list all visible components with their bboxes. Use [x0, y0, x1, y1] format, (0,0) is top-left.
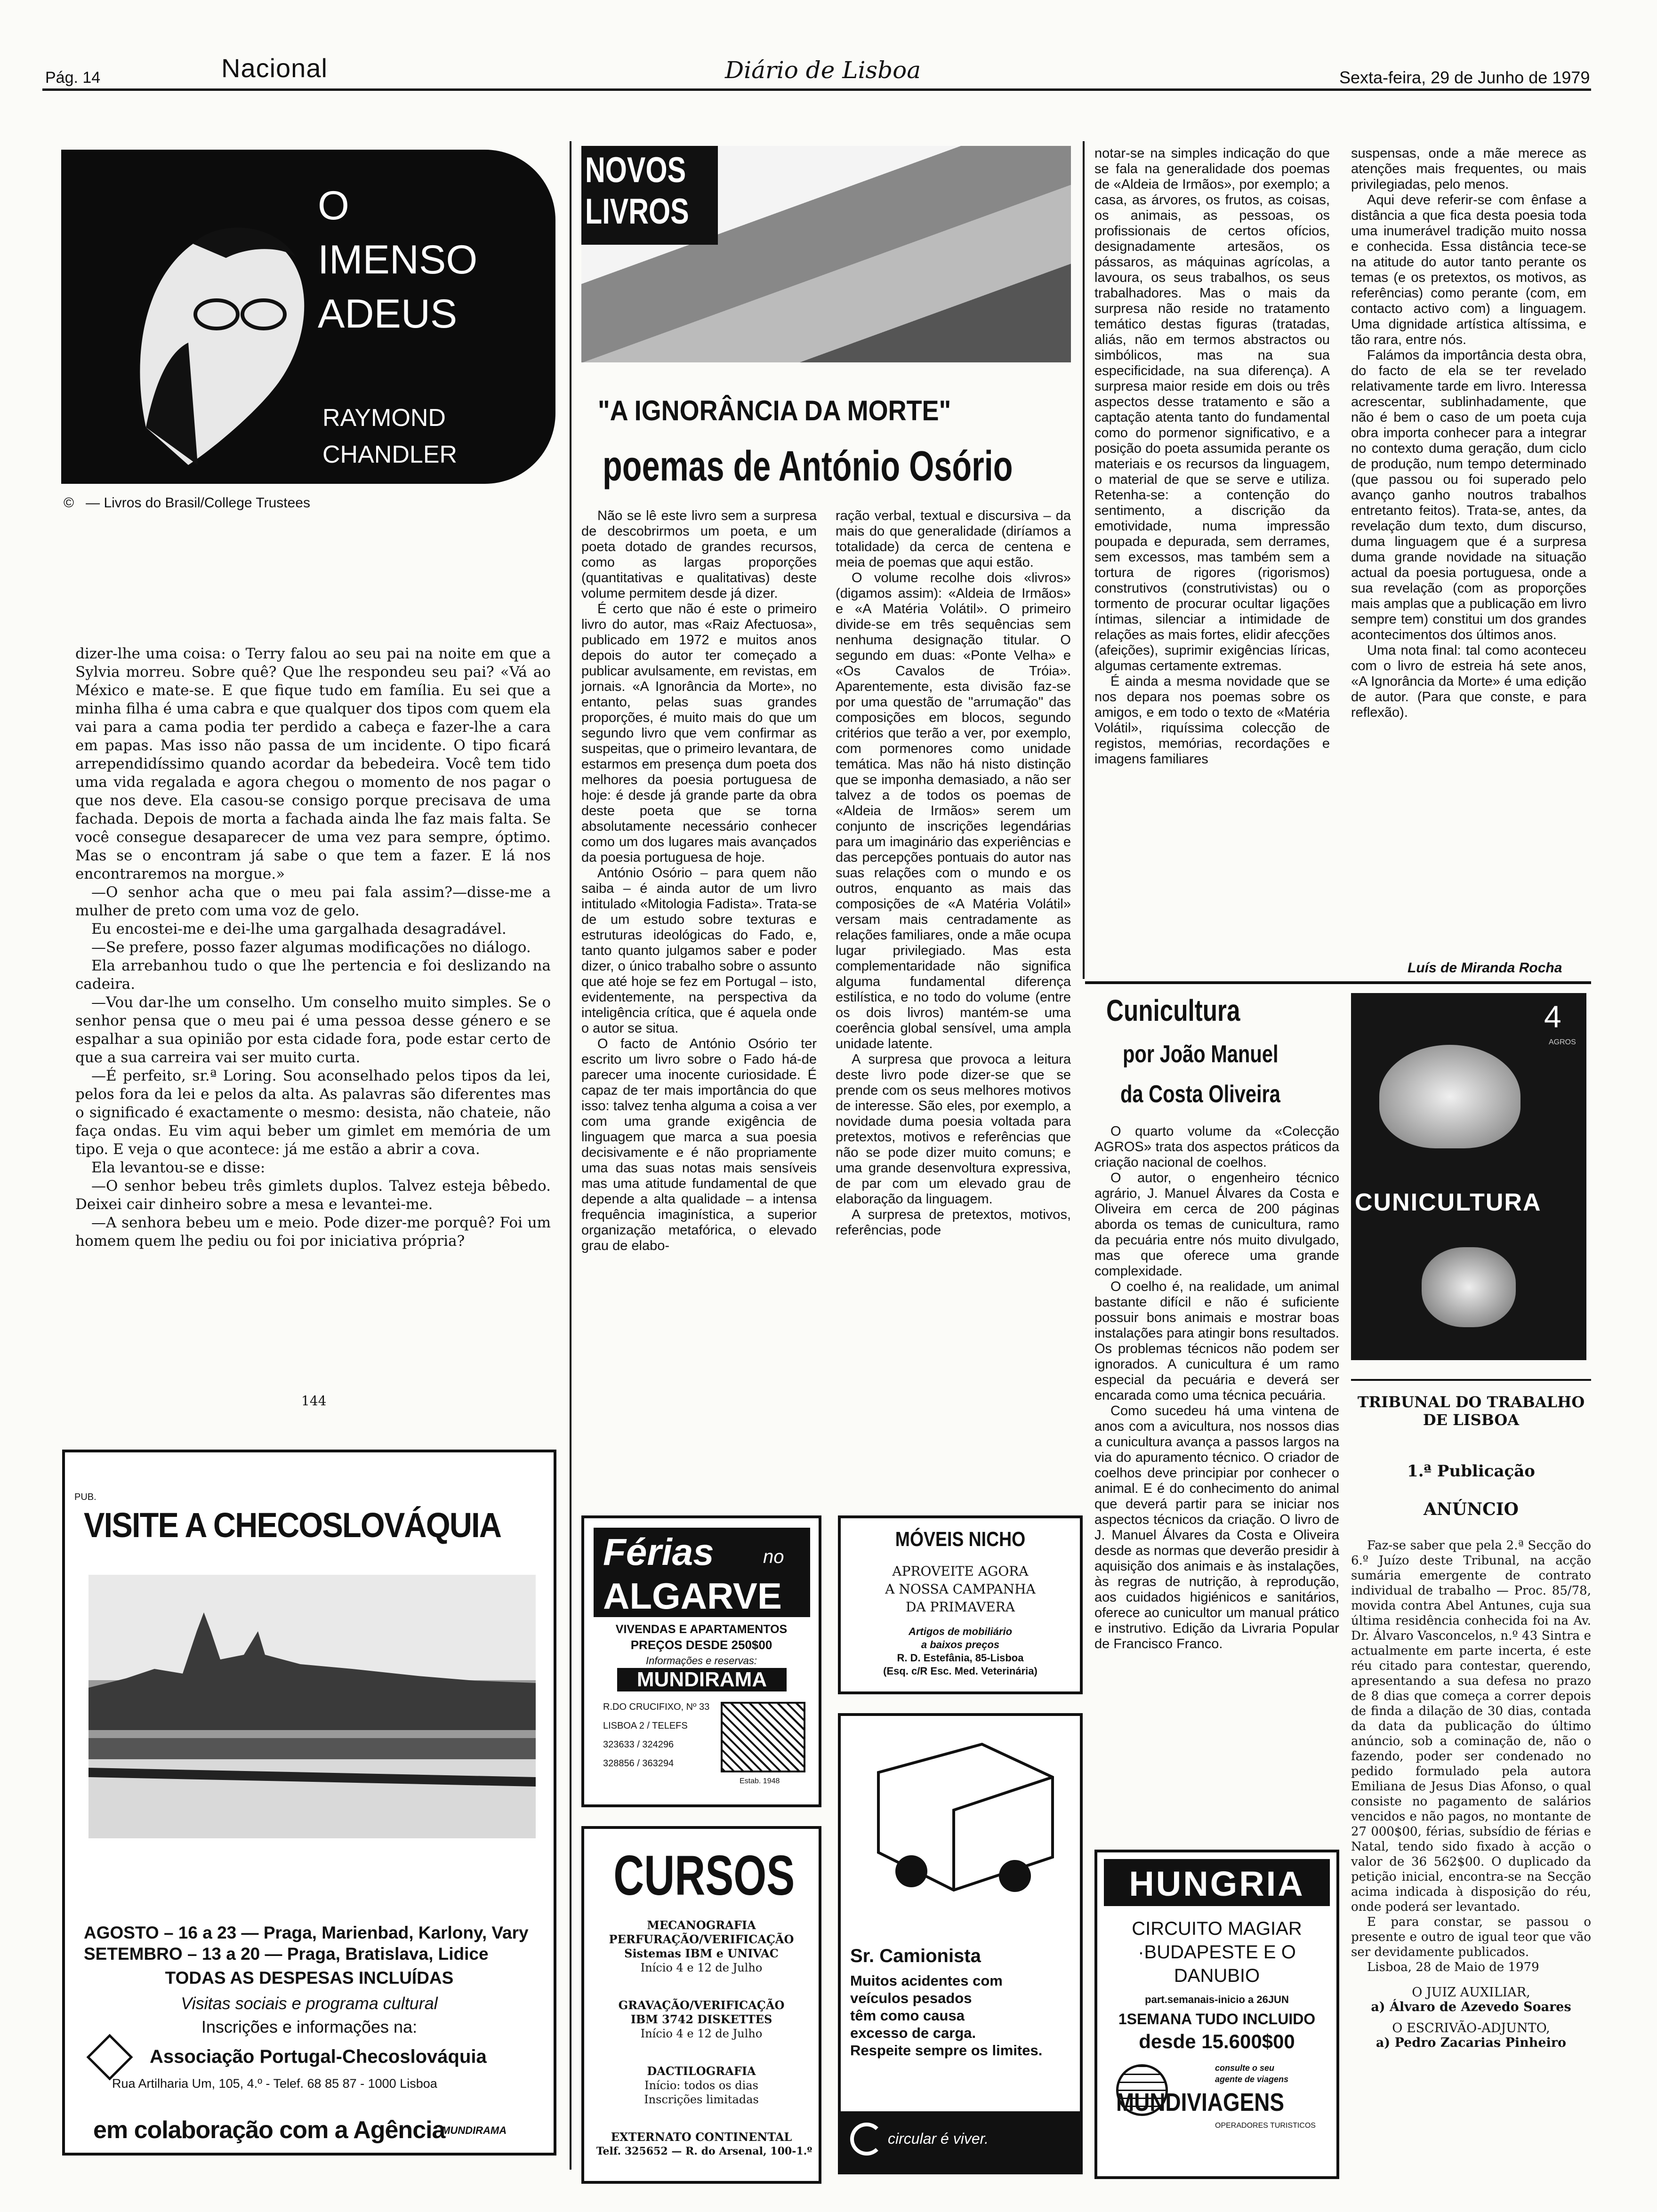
excerpt-paragraph: —É perfeito, sr.ª Loring. Sou aconselhado pelos tipos da lei, pelos fora da lei e pelos da alta. As palavras são diferentes mas o significado é exactamente o mesmo: desista, não chateie, não faça ondas. Eu vim aqui beber um gimlet em memória de um tipo. E veja o que acontece: já me estão a abrir a cova. [75, 1067, 551, 1158]
cursos-line: Início 4 e 12 de Julho [640, 2027, 763, 2040]
review-column-1 [581, 508, 817, 1254]
ferias-line-2: PREÇOS DESDE 250$00 [630, 1638, 772, 1652]
banner-author-line-1: RAYMOND [322, 404, 446, 432]
cursos-line: DACTILOGRAFIA [647, 2064, 756, 2078]
ferias-contact: 328856 / 363294 [603, 1758, 674, 1769]
cunicultura-paragraph: O autor, o engenheiro técnico agrário, J. Manuel Álvares da Costa e Oliveira em cerca de 200 páginas aborda os temas de cunicultura, ramo da pecuária entre nós muito divulgado, mas que oferece uma grande complexidade. [1094, 1170, 1339, 1279]
circular-banner [841, 2111, 1080, 2172]
circular-logo-icon [850, 2123, 883, 2156]
bridge-arches [88, 1768, 536, 1787]
moveis-small: Artigos de mobiliário [908, 1626, 1013, 1637]
review-paragraph: A surpresa que provoca a leitura deste livro pode dizer-se que se prende com os seus melhores motivos de interesse. São eles, por exemplo, a novidade duma poesia voltada para pretextos, motivos e referências que não se pode dizer muito comuns; e uma grande desenvoltura expressiva, de par com um elevado grau de elaboração da linguagem. [836, 1052, 1071, 1207]
banner-title-line-2: IMENSO [318, 237, 478, 282]
hungria-price: desde 15.600$00 [1139, 2030, 1295, 2052]
review-paragraph: notar-se na simples indicação do que se fala na generalidade dos poemas de «Aldeia de Irmãos», por exemplo; a casa, as árvores, os frutos, as coisas, os animais, as pessoas, os profissionais de certos ofícios, designadamente artesãos, os pássaros, as máquinas agrícolas, a lavoura, os seus trabalhos, os seus trabalhadores. Mas o mais da surpresa não reside no tratamento temático destas figuras (tratadas, aliás, não em termos abstractos ou simbólicos, mas na sua especificidade, na sua diferença). A surpresa maior reside em dois ou três aspectos desse tratamento e são a captação atenta tanto do fundamental como do pormenor significativo, e a posição do poeta assumida perante os materiais e os recursos da linguagem, o material de que se serve e utiliza. Retenha-se: a contenção do sentimento, a discrição da emotividade, numa impressão poupada e depurada, sem derrames, sem excessos, mas também sem a tortura de rigores (rigorismos) construtivos (construtivistas) ou o tormento de procurar ocultar ligações íntimas, silenciar a intimidade de relações as mais fortes, elidir afecções (afeições), suprimir exigências líricas, algumas certamente extremas. [1094, 146, 1330, 673]
copyright-credit: © — Livros do Brasil/College Trustees [64, 495, 310, 511]
ferias-algarve-ad [581, 1515, 821, 1807]
excerpt-paragraph: —Se prefere, posso fazer algumas modificações no diálogo. [91, 939, 531, 956]
banner-title-line-3: ADEUS [318, 291, 458, 337]
masthead: Diário de Lisboa [725, 56, 921, 84]
cunicultura-paragraph: Como sucedeu há uma vintena de anos com a avicultura, nos nossos dias a cunicultura avança a passos largos na via do apuramento técnico. O criador de coelhos deve principiar por conhecer o animal. E é do conhecimento do animal que deverá partir para se iniciar nos aspectos técnicos da criação. O livro de J. Manuel Álvares da Costa e Oliveira desde as normas que deverão presidir à aquisição dos animais e às instalações, às regras de nutrição, à reprodução, aos cuidados higiénicos e sanitários, oferece ao cunicultor um manual prático e instrutivo. Edição da Livraria Popular de Francisco Franco. [1094, 1403, 1339, 1651]
review-paragraph: É certo que não é este o primeiro livro do autor, mas «Raiz Afectuosa», publicado em 1972 e muitos anos depois do autor ter começado a publicar avulsamente, em revistas, em jornais. «A Ignorância da Morte», no entanto, pelas suas grandes proporções, é muito mais do que um segundo livro que vem confirmar as suspeitas, que o primeiro levantara, de estarmos em presença dum poeta dos melhores da poesia portuguesa de hoje: é desde já grande parte da obra deste poeta que se torna absolutamente necessário conhecer como um dos lugares mais avançados da poesia portuguesa de hoje. [581, 601, 817, 865]
section-rule [1351, 1379, 1591, 1381]
cunicultura-paragraph: O coelho é, na realidade, um animal bastante difícil e não é suficiente possuir bons animais e mostrar boas instalações para atingir bons resultados. Os problemas técnicos não podem ser ignorados. A cunicultura é um ramo especial da pecuária e deverá ser encarada como uma técnica pecuária. [1094, 1279, 1339, 1403]
cursos-block-1 [584, 1918, 819, 1975]
ferias-line-1: VIVENDAS E APARTAMENTOS [615, 1623, 788, 1636]
cursos-school: EXTERNATO CONTINENTAL [611, 2130, 792, 2144]
review-column-3 [1094, 146, 1330, 767]
excerpt-paragraph: dizer-lhe uma coisa: o Terry falou ao seu pai na noite em que a Sylvia morreu. Sobre quê? Que lhe respondeu seu pai? «Vá ao México e mate-se. E que fique tudo em família. Eu sei que a minha filha é uma cabra e que qualquer dos tipos com quem ela vai para a cama podia ter perdido a cabeça e fazer-lhe a cara em papas. Mas isso não passa de um incidente. O tipo ficará arrependidíssimo quando acordar da bebedeira. Você tem tido uma vida regalada e agora chegou o momento de nos pagar o que nos deve. Ela casou-se consigo porque precisava de uma fachada. Depois de morta a fachada ainda lhe faz mais falta. Se você consegue desaparecer de uma vez para sempre, óptimo. Mas se o encontram já sabe o que tem a fazer. E lá nos encontraremos na morgue.» [75, 645, 551, 882]
circular-slogan: circular é viver. [888, 2130, 989, 2147]
banner-title-line-1: O [318, 183, 349, 228]
cursos-line: IBM 3742 DISKETTES [630, 2012, 772, 2026]
review-paragraph: António Osório – para quem não saiba – é ainda autor de um livro intitulado «Mitologia Fadista». Trata-se de um estudo sobre texturas e estruturas ideológicas do Fado, e, tanto quanto julgamos saber e poder dizer, o único trabalho sobre o assunto que até hoje se fez em Portugal – isto, evidentemente, na perspectiva da inteligência crítica, que é aquela onde o autor se situa. [581, 866, 817, 1036]
ad-footer: em colaboração com a Agência [93, 2116, 445, 2144]
review-paragraph: Uma nota final: tal como aconteceu com o livro de estreia há sete anos, «A Ignorância da Morte» é uma edição de autor. (Para que conste, e para reflexão). [1351, 643, 1586, 720]
cursos-line: Início 4 e 12 de Julho [640, 1961, 763, 1974]
review-kicker: "A IGNORÂNCIA DA MORTE" [598, 395, 951, 426]
review-paragraph: É ainda a mesma novidade que se nos depara nos poemas sobre os amigos, e em todo o texto de «Matéria Volátil», riquíssima colecção de registos, memórias, recordações e imagens familiares [1094, 674, 1330, 767]
tag-line-1: NOVOS [585, 150, 686, 190]
hungria-week: 1SEMANA TUDO INCLUIDO [1118, 2011, 1316, 2028]
tribunal-paragraph: Faz-se saber que pela 2.ª Secção do 6.º Juízo deste Tribunal, na acção sumária emergente de contrato individual de trabalho — Proc. 85/78, movida contra Abel Antunes, cuja sua última residência conhecida foi na Av. Dr. Álvaro Vasconcelos, n.º 43 Sintra e actualmente em parte incerta, é este réu citado para contestar, querendo, apresentando a sua defesa no prazo de 8 dias que começa a correr depois de finda a dilação de 30 dias, contada da data da publicação do último anúncio, sob a cominação de, não o fazendo, poder ser condenado no pedido formulado pela autora Emiliana de Jesus Dias Afonso, o qual consiste no pagamento de salários vencidos e não pagos, no montante de 27 000$00, férias, subsídio de férias e Natal, tendo sido fixado à acção o valor de 36 562$00. O duplicado da petição inicial, encontra-se na Secção acima indicada à disposição do réu, onde poderá ser levantado. [1351, 1539, 1591, 1914]
ferias-title: Férias [603, 1531, 714, 1573]
hungria-banner [1104, 1859, 1330, 1906]
review-paragraph: O facto de António Osório ter escrito um livro sobre o Fado há-de parecer uma inocente curiosidade. É capaz de ter mais importância do que isso: talvez tenha alguma a coisa a ver com uma grande exigência de linguagem que marca a sua poesia decisivamente e é não propriamente uma das suas notas mais sensíveis mas uma atitude fundamental de que depende a alta qualidade – a intensa frequência imaginística, a superior organização metafórica, o elevado grau de elabo- [581, 1036, 817, 1253]
judge-name: a) Álvaro de Azevedo Soares [1371, 2000, 1571, 2014]
moveis-small: (Esq. c/R Esc. Med. Veterinária) [883, 1665, 1038, 1677]
section-title: Nacional [221, 53, 328, 83]
tribunal-title-2: DE LISBOA [1423, 1411, 1520, 1429]
excerpt-paragraph: Ela arrebanhou tudo o que lhe pertencia e foi deslizando na cadeira. [75, 957, 551, 993]
ad-line-inscricoes: Inscrições e informações na: [201, 2017, 418, 2036]
ad-address: Rua Artilharia Um, 105, 4.º - Telef. 68 85 87 - 1000 Lisboa [112, 2076, 437, 2091]
cursos-block-2 [584, 1998, 819, 2041]
ad-line-agosto: AGOSTO – 16 a 23 — Praga, Marienbad, Karlony, Vary [84, 1923, 529, 1942]
review-headline: poemas de António Osório [603, 443, 1013, 490]
camionista-line: Respeite sempre os limites. [850, 2042, 1043, 2059]
camionista-line: têm como causa [850, 2007, 965, 2024]
cursos-line: GRAVAÇÃO/VERIFICAÇÃO [618, 1998, 785, 2012]
hungria-brand: MUNDIVIAGENS [1116, 2088, 1285, 2116]
review-paragraph: suspensas, onde a mãe merece as atenções mais frequentes, ou mais privilegiadas, pelo menos. [1351, 146, 1586, 192]
cursos-line: Início: todos os dias [644, 2079, 758, 2092]
review-column-4 [1351, 146, 1586, 721]
prague-skyline [88, 1575, 536, 1838]
moveis-small: a baixos preços [921, 1639, 1000, 1651]
ad-line-despesas: TODAS AS DESPESAS INCLUÍDAS [165, 1968, 454, 1988]
tribunal-notice [1351, 1393, 1591, 2050]
ad-association: Associação Portugal-Checoslováquia [150, 2046, 487, 2067]
excerpt-paragraph: Ela levantou-se e disse: [91, 1159, 265, 1176]
tribunal-title-1: TRIBUNAL DO TRABALHO [1357, 1393, 1585, 1411]
truck-wheel [895, 1855, 927, 1887]
camionista-line: excesso de carga. [850, 2025, 976, 2041]
hungria-consulte: agente de viagens [1215, 2075, 1289, 2084]
chandler-portrait [75, 164, 339, 470]
ferias-est: Estab. 1948 [740, 1777, 780, 1785]
hungria-line: ·BUDAPESTE E O [1138, 1942, 1296, 1963]
excerpt-paragraph: Eu encostei-me e dei-lhe uma gargalhada desagradável. [91, 921, 507, 938]
camionista-line: veículos pesados [850, 1990, 972, 2006]
rabbit-illustration [1379, 1045, 1520, 1148]
review-paragraph: ração verbal, textual e discursiva – da mais do que generalidade (diríamos a totalidade) da cerca de centena e meia de poemas que aqui estão. [836, 508, 1071, 570]
camionista-ad [838, 1713, 1083, 2174]
excerpt-paragraph: —A senhora bebeu um e meio. Pode dizer-me porquê? Foi um homem quem lhe pediu ou foi por iniciativa própria? [75, 1214, 551, 1250]
cursos-address: Telf. 325652 — R. do Arsenal, 100-1.º [596, 2145, 812, 2157]
moveis-nicho-ad [838, 1515, 1083, 1694]
ferias-no: no [763, 1547, 784, 1567]
ad-agency: MUNDIRAMA [442, 2124, 507, 2136]
issue-date: Sexta-feira, 29 de Junho de 1979 [1339, 68, 1590, 87]
ferias-banner [594, 1528, 810, 1617]
cover-number: 4 [1544, 999, 1561, 1034]
ferias-contact: R.DO CRUCIFIXO, Nº 33 [603, 1702, 710, 1712]
checoslovaquia-ad [62, 1450, 556, 2156]
hungria-small: part.semanais-inicio a 26JUN [1145, 1994, 1289, 2005]
judge-title: O JUIZ AUXILIAR, [1412, 1985, 1530, 2000]
chandler-excerpt [75, 645, 551, 1250]
review-signature: Luís de Miranda Rocha [1408, 960, 1562, 976]
clerk-title: O ESCRIVÃO-ADJUNTO, [1392, 2021, 1550, 2036]
cunicultura-byline-1: por João Manuel [1123, 1041, 1279, 1068]
review-paragraph: O volume recolhe dois «livros» (digamos assim): «Aldeia de Irmãos» e «A Matéria Volátil». O primeiro divide-se em três sequências sem nenhuma designação titular. O segundo em duas: «Ponte Velha» e «Os Cavalos de Tróia». Aparentemente, esta divisão faz-se por uma questão de "arrumação" das composições em blocos, segundo critérios que terão a ver, por exemplo, com pormenores como unidade temática. Mas não há nisto distinção que se imponha demasiado, a não ser talvez a de todos os poemas de «Aldeia de Irmãos» serem um conjunto de inscrições legendárias para um imaginário das experiências e das percepções pontuais do autor nas suas relações com o mundo e os outros, enquanto as mais das composições de «A Matéria Volátil» versam mais centradamente as relações familiares, onde a mãe ocupa lugar privilegiado. Mas esta complementaridade não significa alguma fundamental diferença estilística, e no todo do volume (entre os dois livros) mantém-se uma coerência global sensível, uma ampla unidade latente. [836, 570, 1071, 1051]
moveis-small: R. D. Estefânia, 85-Lisboa [897, 1652, 1024, 1664]
ad-line-setembro: SETEMBRO – 13 a 20 — Praga, Bratislava, Lidice [84, 1944, 489, 1964]
tribunal-publication: 1.ª Publicação [1407, 1462, 1535, 1481]
review-paragraph: A surpresa de pretextos, motivos, referências, pode [836, 1207, 1071, 1238]
moveis-title: MÓVEIS NICHO [895, 1528, 1026, 1551]
truck-illustration [860, 1735, 1062, 1914]
prague-photo [88, 1575, 536, 1838]
ad-headline: VISITE A CHECOSLOVÁQUIA [84, 1506, 501, 1545]
excerpt-paragraph: —O senhor acha que o meu pai fala assim?—disse-me a mulher de preto com uma voz de gelo. [75, 884, 551, 919]
cunicultura-paragraph: O quarto volume da «Colecção AGROS» trata dos aspectos práticos da criação nacional de coelhos. [1094, 1124, 1339, 1170]
review-paragraph: Aqui deve referir-se com ênfase a distância a que fica desta poesia toda uma inumerável tradição muito nossa e conhecida. Essa distância tece-se na atitude do autor tanto perante os temas (e os pretextos, os motivos, as referências) como perante (com, em contacto activo com) a linguagem. Uma dignidade artística altíssima, e tão rara, entre nós. [1351, 192, 1586, 347]
hungria-title: HUNGRIA [1129, 1864, 1305, 1903]
review-paragraph: Não se lê este livro sem a surpresa de descobrirmos um poeta, e um poeta dotado de grandes recursos, como as largas proporções (quantitativas e qualitativas) deste volume permitem desde já dizer. [581, 508, 817, 601]
column-rule [570, 141, 571, 2170]
cunicultura-title: Cunicultura [1106, 994, 1240, 1027]
cover-series: AGROS [1549, 1038, 1576, 1046]
cunicultura-book-cover [1351, 993, 1586, 1360]
ferias-contact: 323633 / 324296 [603, 1739, 674, 1750]
excerpt-page-number: 144 [301, 1393, 327, 1409]
tribunal-heading: ANÚNCIO [1424, 1499, 1519, 1519]
cunicultura-text [1094, 1124, 1339, 1652]
hungria-ad [1094, 1850, 1339, 2179]
review-paragraph: Falámos da importância desta obra, do facto de ela se ter revelado relativamente tarde em livro. Interessa acrescentar, sublinhadamente, que não é bem o caso de um poeta cuja obra importa conhecer para a integrar no contexto duma geração, dum ciclo de produção, num tempo determinado (que passou ou foi superado pelo avanço ganho noutros trabalhos entretanto feitos). Trata-se, antes, da revelação dum texto, dum discurso, duma linguagem que é a surpresa duma grande novidade na situação actual da poesia portuguesa, onde a sua revelação (com as proporções mais amplas que a publicação em livro sempre tem) constitui um dos grandes acontecimentos dos últimos anos. [1351, 348, 1586, 642]
excerpt-paragraph: —O senhor bebeu três gimlets duplos. Talvez esteja bêbedo. Deixei cair dinheiro sobre a mesa e levantei-me. [75, 1178, 551, 1213]
tribunal-paragraph: Lisboa, 28 de Maio de 1979 [1367, 1960, 1539, 1974]
column-rule [1083, 141, 1085, 979]
tag-line-2: LIVROS [585, 192, 689, 232]
cunicultura-byline-2: da Costa Oliveira [1120, 1081, 1280, 1108]
novos-livros-tag [581, 146, 718, 245]
cursos-line: MECANOGRAFIA [647, 1918, 756, 1932]
cursos-line: PERFURAÇÃO/VERIFICAÇÃO [609, 1932, 794, 1946]
cover-title: CUNICULTURA [1355, 1189, 1542, 1216]
camionista-line: Muitos acidentes com [850, 1972, 1003, 1989]
cursos-line: Sistemas IBM e UNIVAC [624, 1947, 779, 1960]
ferias-logo-icon [721, 1702, 805, 1772]
ferias-line-3: Informações e reservas: [646, 1655, 757, 1667]
truck-wheel [999, 1860, 1031, 1892]
hungria-consulte: consulte o seu [1215, 2063, 1275, 2073]
ad-pub-label: PUB. [74, 1492, 97, 1502]
camionista-title: Sr. Camionista [850, 1946, 981, 1966]
review-column-2 [836, 508, 1071, 1238]
tribunal-paragraph: E para constar, se passou o presente e outro de igual teor que vão ser devidamente publicados. [1351, 1915, 1591, 1959]
chandler-banner [61, 150, 555, 484]
association-logo-icon [87, 2034, 133, 2081]
section-rule [1085, 981, 1591, 984]
ferias-contact: LISBOA 2 / TELEFS [603, 1721, 688, 1731]
rabbit-illustration-2 [1422, 1247, 1516, 1327]
ad-line-visitas: Visitas sociais e programa cultural [181, 1994, 438, 2013]
hungria-line: DANUBIO [1174, 1965, 1260, 1986]
castle-silhouette [88, 1612, 536, 1730]
moveis-line: A NOSSA CAMPANHA [885, 1581, 1036, 1597]
ferias-brand: MUNDIRAMA [617, 1668, 787, 1691]
hungria-line: CIRCUITO MAGIAR [1132, 1918, 1302, 1939]
header-rule [42, 88, 1591, 91]
cursos-block-3 [584, 2064, 819, 2107]
banner-author-line-2: CHANDLER [322, 441, 458, 468]
cursos-line: Inscrições limitadas [644, 2093, 759, 2106]
clerk-name: a) Pedro Zacarias Pinheiro [1375, 2036, 1567, 2050]
cursos-title: CURSOS [613, 1844, 795, 1907]
moveis-line: DA PRIMAVERA [905, 1599, 1015, 1615]
moveis-line: APROVEITE AGORA [892, 1563, 1029, 1579]
hungria-brand-sub: OPERADORES TURISTICOS [1215, 2122, 1316, 2130]
page-number: Pág. 14 [45, 69, 101, 87]
cursos-ad [581, 1826, 821, 2184]
excerpt-paragraph: —Vou dar-lhe um conselho. Um conselho muito simples. Se o senhor pensa que o meu pai é uma pessoa desse género e se espalhar a sua opinião por esta cidade fora, pode estar certo de que a sua carreira vai ser muito curta. [75, 994, 551, 1066]
books-photo [581, 146, 1071, 362]
ferias-algarve: ALGARVE [603, 1575, 782, 1617]
